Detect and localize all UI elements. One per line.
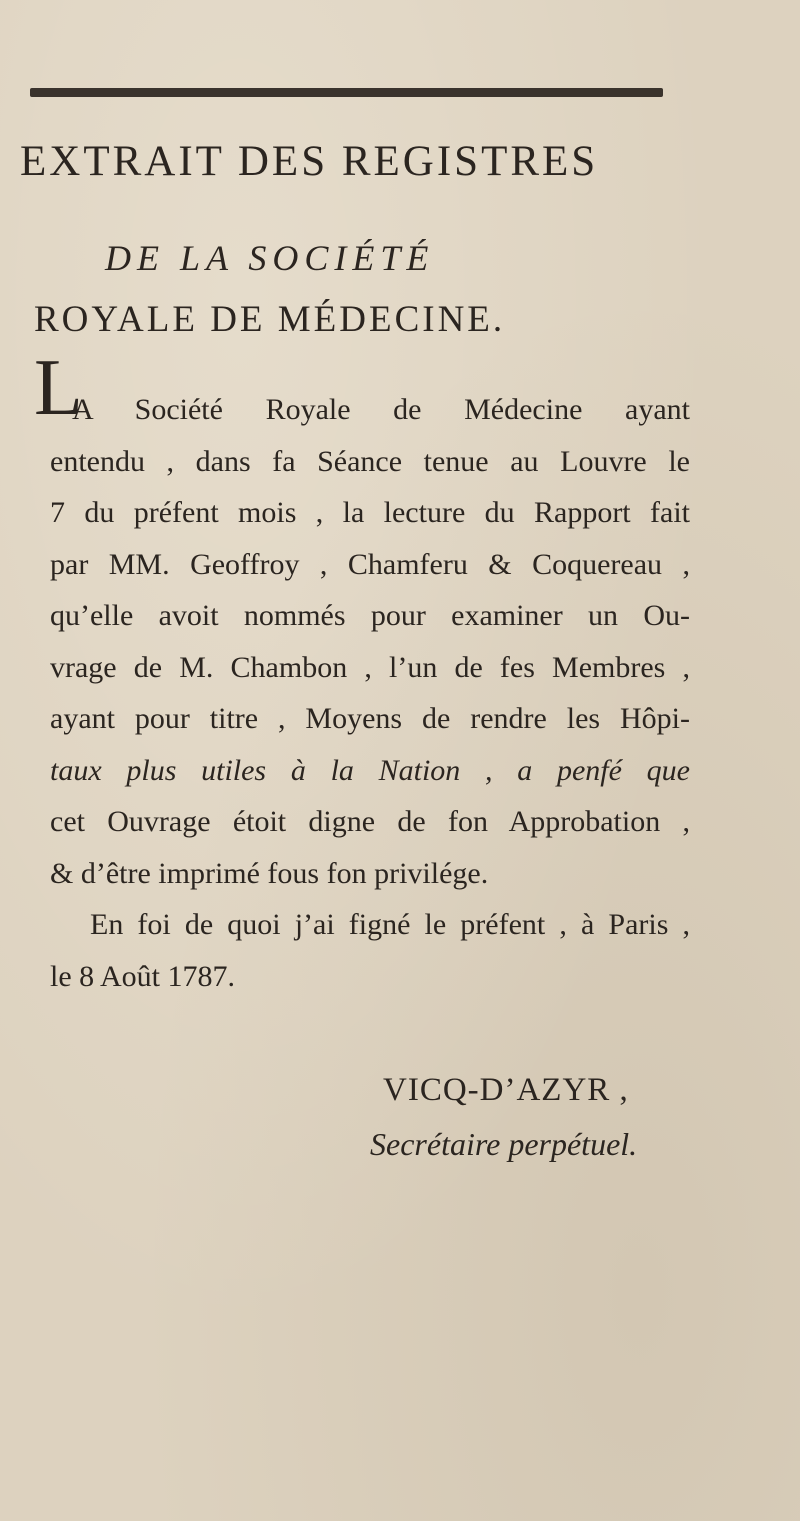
header-rule — [30, 88, 663, 97]
body-line-9: cet Ouvrage étoit digne de fon Approbation , — [50, 805, 690, 838]
heading-line-1: EXTRAIT DES REGISTRES — [20, 138, 599, 185]
body-line-12: le 8 Août 1787. — [50, 959, 235, 993]
body-line-3: 7 du préfent mois , la lecture du Rapport fait — [50, 496, 690, 529]
signature-name: VICQ-D’AZYR , — [383, 1072, 629, 1108]
body-line-2: entendu , dans fa Séance tenue au Louvre le — [50, 444, 690, 478]
body-line-11: En foi de quoi j’ai figné le préfent , à Paris , — [90, 908, 690, 941]
body-line-4: par MM. Geoffroy , Chamferu & Coquereau , — [50, 547, 690, 581]
heading-line-3: ROYALE DE MÉDECINE. — [34, 299, 506, 340]
body-line-1: A Société Royale de Médecine ayant — [72, 393, 690, 426]
body-paragraph — [50, 384, 690, 1002]
signature-title: Secrétaire perpétuel. — [370, 1126, 638, 1162]
body-line-10: & d’être imprimé fous fon privilége. — [50, 856, 489, 890]
drop-cap: L — [34, 344, 83, 432]
body-line-7: ayant pour titre , Moyens de rendre les Hôpi- — [50, 702, 690, 735]
heading-line-2: DE LA SOCIÉTÉ — [105, 238, 435, 278]
body-line-8: taux plus utiles à la Nation , a penfé que — [50, 753, 690, 787]
body-line-5: qu’elle avoit nommés pour examiner un Ou- — [50, 599, 690, 632]
body-line-6: vrage de M. Chambon , l’un de fes Membres , — [50, 650, 690, 684]
